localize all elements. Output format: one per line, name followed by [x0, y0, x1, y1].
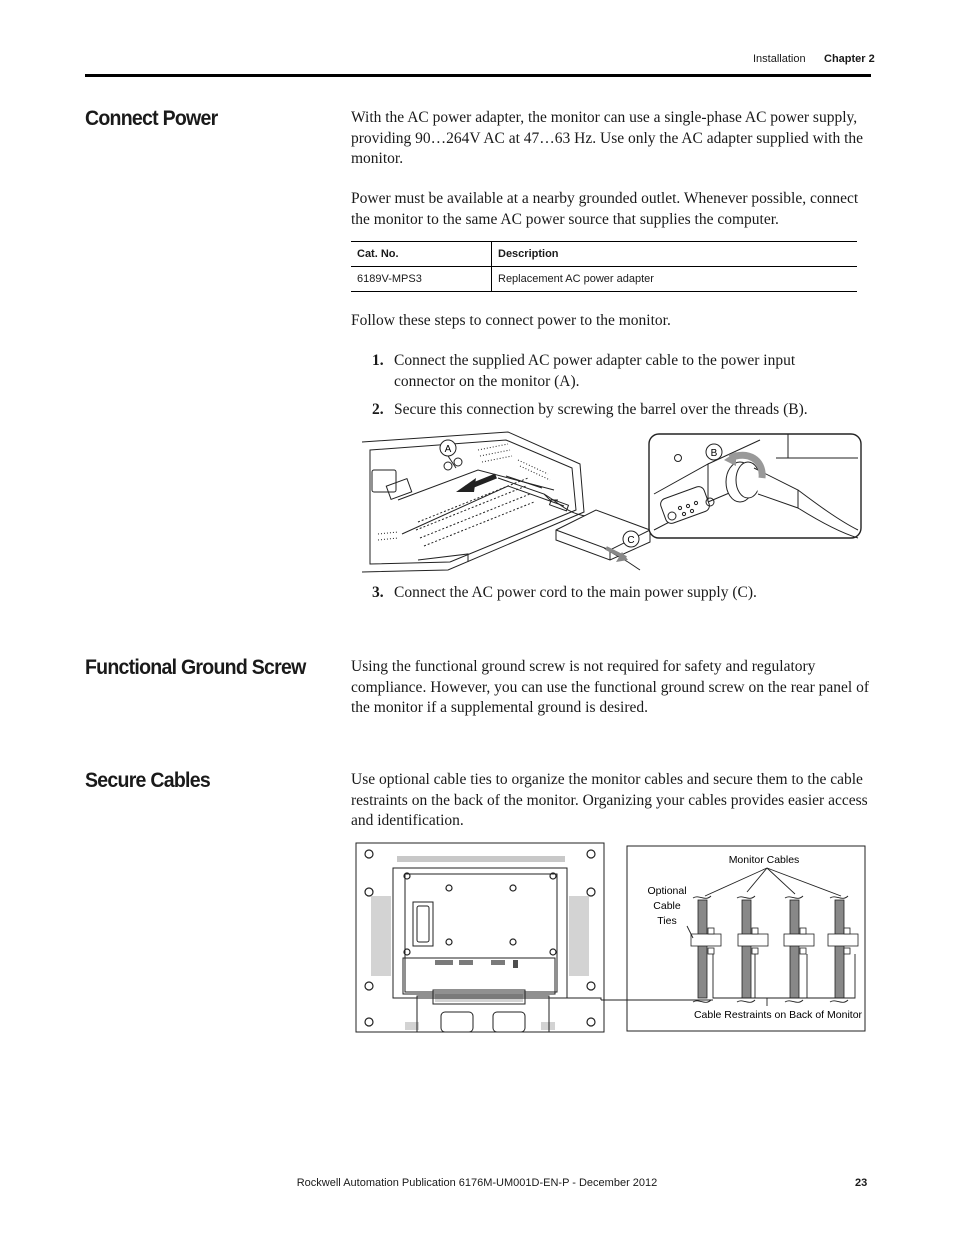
- connect-power-para-1: With the AC power adapter, the monitor can use a single-phase AC power supply, providing 90…264V AC at 47…63 Hz. Use only the AC adapter supplied with the monitor.: [351, 109, 864, 167]
- connect-power-heading: Connect Power: [85, 107, 218, 130]
- footer-publication: Rockwell Automation Publication 6176M-UM001D-EN-P - December 2012: [296, 1177, 658, 1189]
- steps-intro: Follow these steps to connect power to the monitor.: [351, 312, 671, 329]
- table-row: [351, 267, 857, 292]
- step-1-number: 1.: [372, 352, 384, 369]
- table-cell-description: Replacement AC power adapter: [498, 273, 654, 285]
- table-cell-cat-no: 6189V-MPS3: [351, 267, 492, 292]
- label-monitor-cables: Monitor Cables: [728, 854, 800, 866]
- step-3: [372, 583, 842, 605]
- step-1: [372, 351, 842, 393]
- step-1-text: Connect the supplied AC power adapter cable to the power input connector on the monitor (A).: [394, 352, 796, 390]
- table-header-row: [351, 242, 857, 267]
- functional-ground-heading: Functional Ground Screw: [85, 656, 306, 679]
- functional-ground-para: Using the functional ground screw is not required for safety and regulatory compliance. However, you can use the functional ground screw on the rear panel of the monitor if a supplemental ground is desired.: [351, 658, 870, 716]
- label-cable-restraints: Cable Restraints on Back of Monitor: [693, 1009, 863, 1021]
- label-optional-line-3: Ties: [657, 915, 677, 927]
- running-header-chapter: Chapter 2: [824, 53, 875, 65]
- secure-cables-heading: Secure Cables: [85, 769, 210, 792]
- table-header-description: Description: [498, 248, 559, 260]
- cable-restraint-figure: [355, 842, 867, 1036]
- step-2-number: 2.: [372, 401, 384, 418]
- table-header-cat-no: Cat. No.: [351, 242, 492, 267]
- catalog-table: [351, 241, 857, 292]
- callout-c: C: [627, 535, 635, 546]
- connect-power-para-2: Power must be available at a nearby grounded outlet. Whenever possible, connect the monitor to the same AC power source that supplies the computer.: [351, 190, 859, 228]
- footer-page-number: 23: [855, 1177, 868, 1189]
- callout-a: A: [444, 444, 452, 455]
- secure-cables-para: Use optional cable ties to organize the monitor cables and secure them to the cable restraints on the back of the monitor. Organizing your cables provides easier access and identification.: [351, 771, 868, 829]
- step-2: [372, 400, 842, 422]
- step-3-number: 3.: [372, 584, 384, 601]
- running-header-section: Installation: [753, 53, 806, 65]
- header-rule: [85, 74, 871, 77]
- label-optional-line-2: Cable: [653, 900, 681, 912]
- step-3-text: Connect the AC power cord to the main power supply (C).: [394, 584, 757, 601]
- power-connection-figure: [358, 430, 864, 578]
- label-optional-line-1: Optional: [647, 885, 687, 897]
- callout-b: B: [710, 448, 718, 459]
- step-2-text: Secure this connection by screwing the barrel over the threads (B).: [394, 401, 808, 418]
